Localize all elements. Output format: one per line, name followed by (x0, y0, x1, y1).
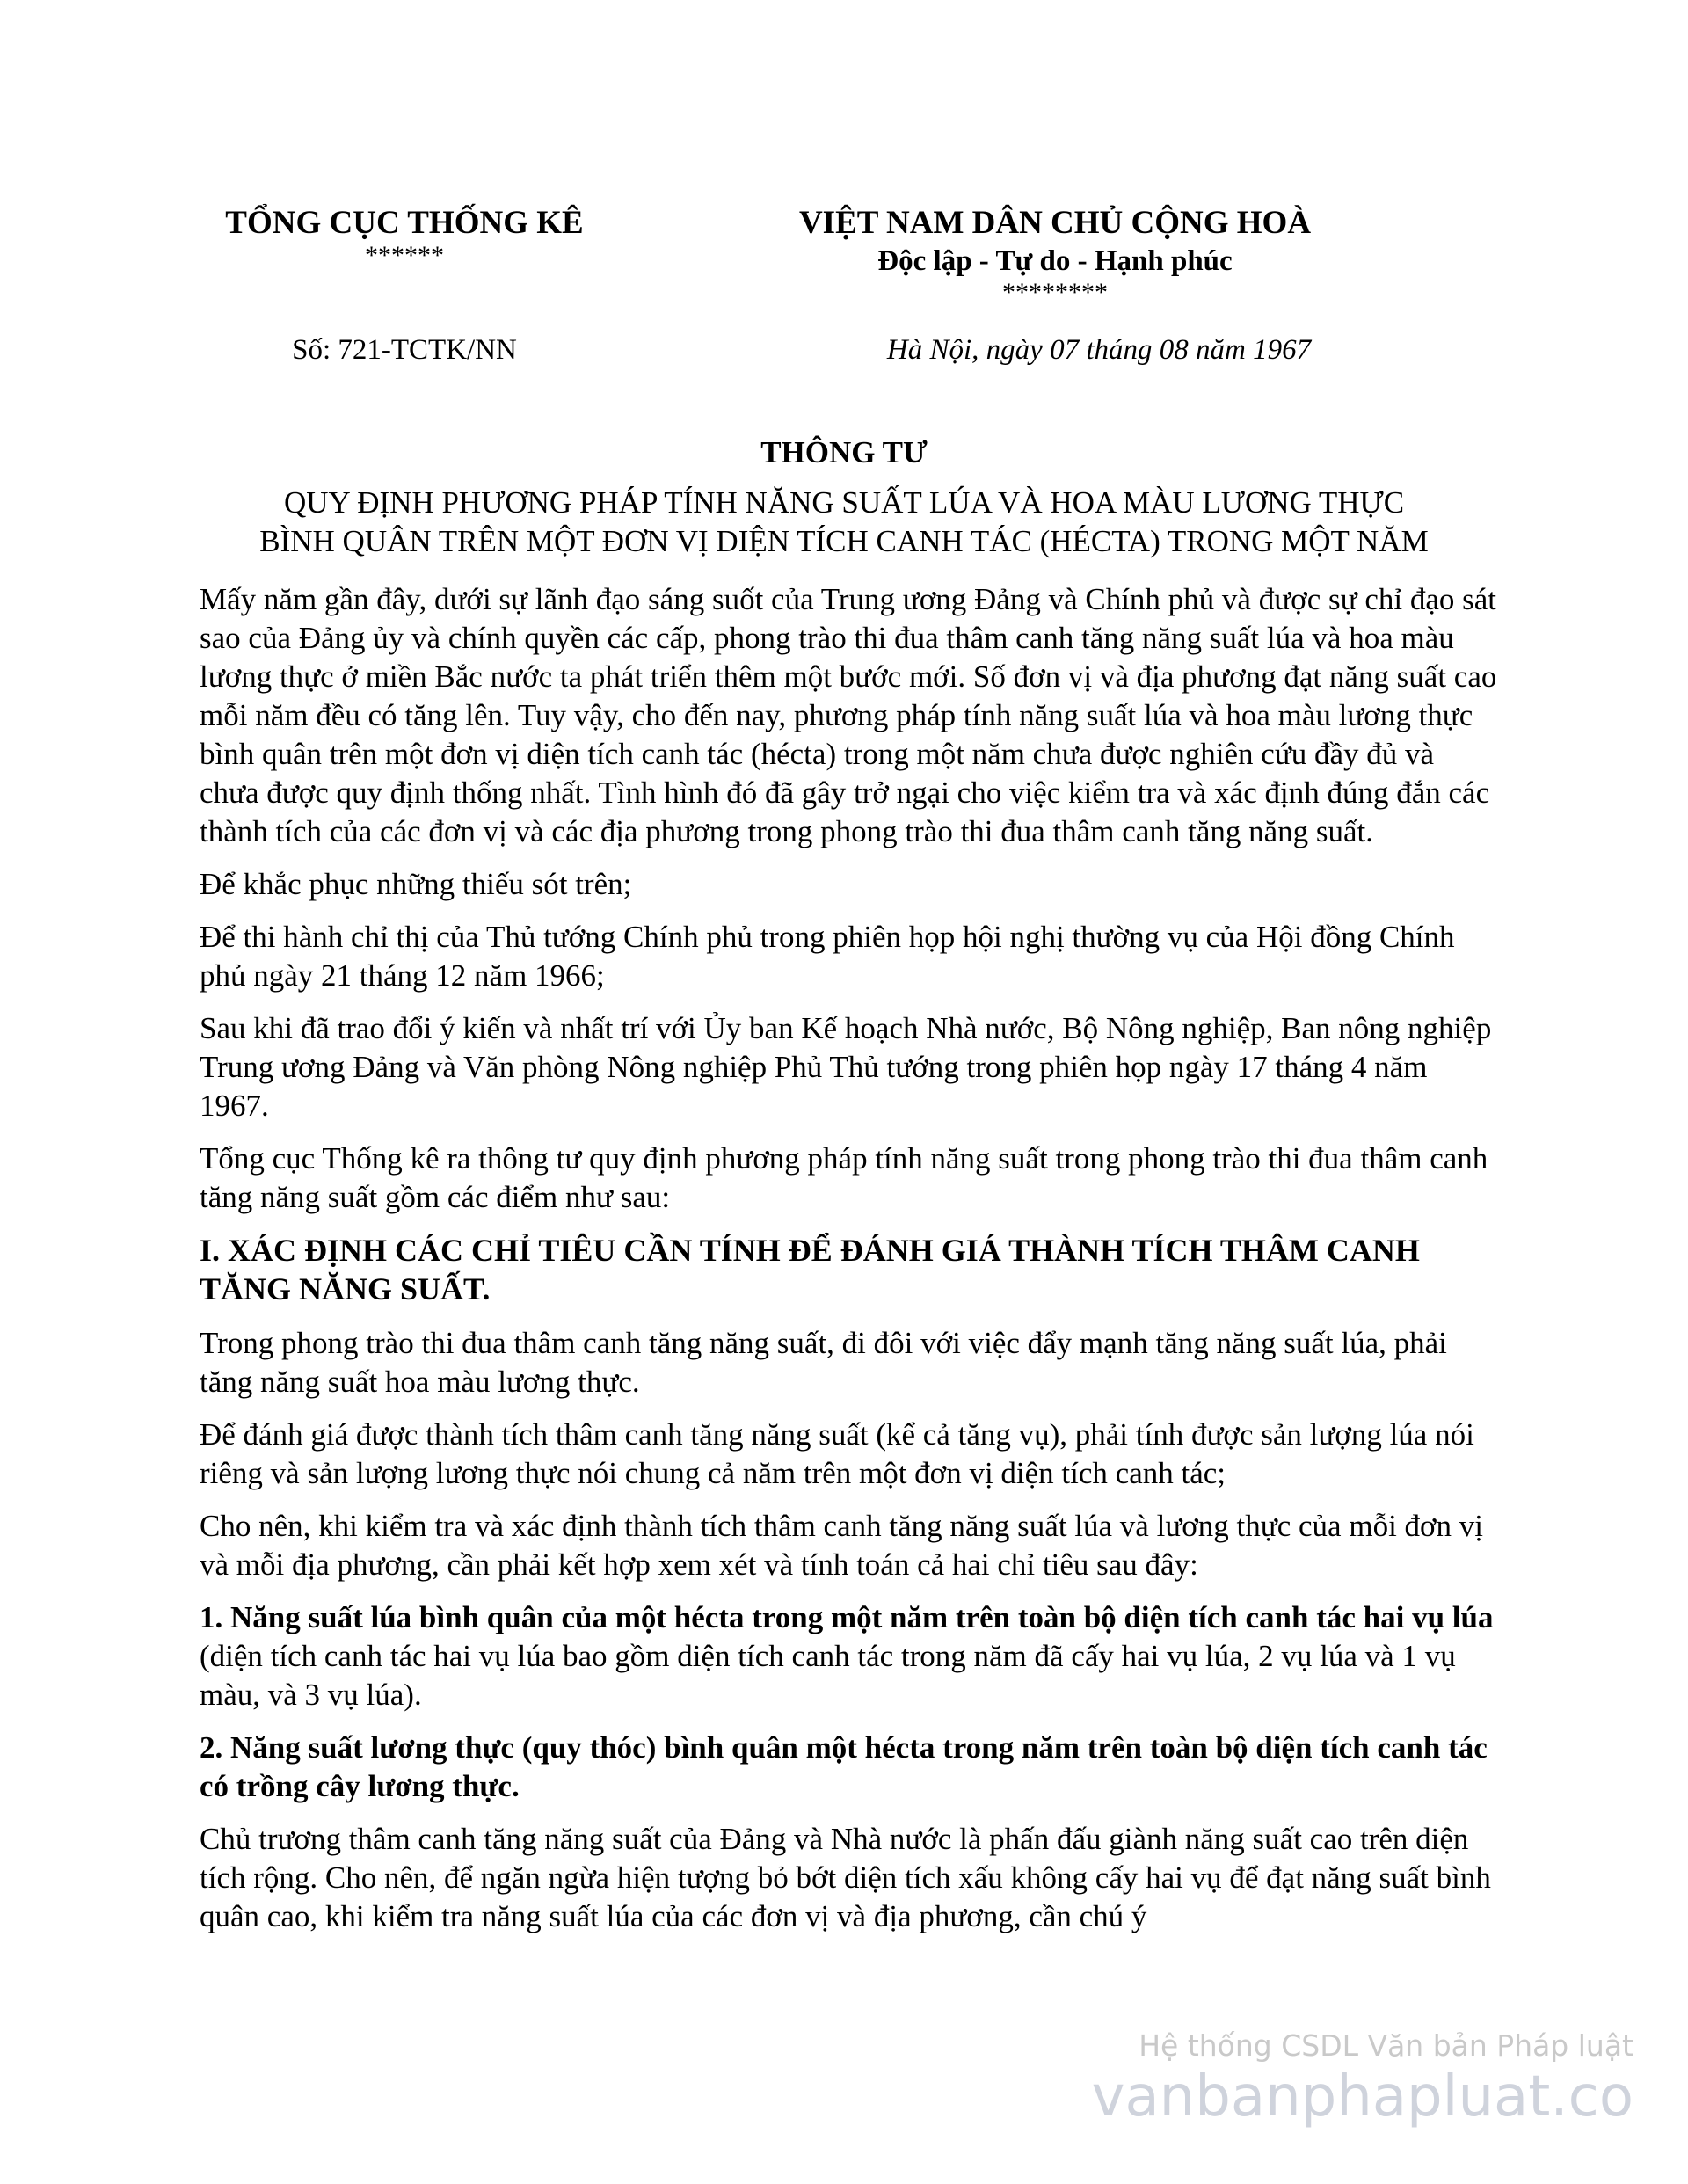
body-paragraph: Để thi hành chỉ thị của Thủ tướng Chính phủ trong phiên họp hội nghị thường vụ của Hội đồng Chính phủ ngày 21 tháng 12 năm 1966; (200, 920, 1455, 993)
motto-stars: ******** (1002, 278, 1108, 307)
body-paragraph: Sau khi đã trao đổi ý kiến và nhất trí với Ủy ban Kế hoạch Nhà nước, Bộ Nông nghiệp, Ban nông nghiệp Trung ương Đảng và Văn phòng Nông nghiệp Phủ Thủ tướng trong phiên họp ngày 17 tháng 4 năm 1967. (200, 1011, 1492, 1123)
item-text: (diện tích canh tác hai vụ lúa bao gồm diện tích canh tác trong năm đã cấy hai vụ lúa, 2 vụ lúa và 1 vụ màu, và 3 vụ lúa). (200, 1639, 1456, 1712)
place-and-date: Hà Nội, ngày 07 tháng 08 năm 1967 (886, 334, 1312, 366)
document-subtitle (202, 484, 1486, 561)
item-title: 1. Năng suất lúa bình quân của một hécta trong một năm trên toàn bộ diện tích canh tác hai vụ lúa (200, 1600, 1494, 1634)
numbered-item (200, 1598, 1501, 1714)
document-type-title: THÔNG TƯ (760, 435, 928, 470)
body-paragraph: Trong phong trào thi đua thâm canh tăng năng suất, đi đôi với việc đẩy mạnh tăng năng suất lúa, phải tăng năng suất hoa màu lương thực. (200, 1326, 1447, 1399)
national-motto: Độc lập - Tự do - Hạnh phúc (877, 245, 1233, 277)
numbered-item: 2. Năng suất lương thực (quy thóc) bình quân một hécta trong năm trên toàn bộ diện tích canh tác có trồng cây lương thực. (200, 1730, 1488, 1803)
watermark-site: vanbanphapluat.co (1091, 2064, 1633, 2129)
document-body (200, 580, 1501, 1950)
country-name: VIỆT NAM DÂN CHỦ CỘNG HOÀ (798, 205, 1312, 241)
body-paragraph: Để đánh giá được thành tích thâm canh tăng năng suất (kể cả tăng vụ), phải tính được sản lượng lúa nói riêng và sản lượng lương thực nói chung cả năm trên một đơn vị diện tích canh tác; (200, 1417, 1474, 1490)
body-paragraph: Chủ trương thâm canh tăng năng suất của Đảng và Nhà nước là phấn đấu giành năng suất cao trên diện tích rộng. Cho nên, để ngăn ngừa hiện tượng bỏ bớt diện tích xấu không cấy hai vụ để đạt năng suất bình quân cao, khi kiểm tra năng suất lúa của các đơn vị và địa phương, cần chú ý (200, 1822, 1491, 1933)
agency-stars: ****** (365, 241, 444, 270)
issuing-agency-block (167, 204, 642, 269)
body-paragraph: Cho nên, khi kiểm tra và xác định thành tích thâm canh tăng năng suất lúa và lương thực của mỗi đơn vị và mỗi địa phương, cần phải kết hợp xem xét và tính toán cả hai chỉ tiêu sau đây: (200, 1509, 1484, 1582)
subtitle-line: BÌNH QUÂN TRÊN MỘT ĐƠN VỊ DIỆN TÍCH CANH TÁC (HÉCTA) TRONG MỘT NĂM (259, 524, 1429, 558)
section-heading: I. XÁC ĐỊNH CÁC CHỈ TIÊU CẦN TÍNH ĐỂ ĐÁNH GIÁ THÀNH TÍCH THÂM CANH TĂNG NĂNG SUẤT. (200, 1233, 1420, 1307)
body-paragraph: Tổng cục Thống kê ra thông tư quy định phương pháp tính năng suất trong phong trào thi đua thâm canh tăng năng suất gồm các điểm như sau: (200, 1141, 1488, 1214)
issuing-agency-name: TỔNG CỤC THỐNG KÊ (225, 205, 584, 241)
document-number: Số: 721-TCTK/NN (292, 334, 517, 366)
body-paragraph: Mấy năm gần đây, dưới sự lãnh đạo sáng suốt của Trung ương Đảng và Chính phủ và được sự chỉ đạo sát sao của Đảng ủy và chính quyền các cấp, phong trào thi đua thâm canh tăng năng suất lúa và hoa màu lương thực ở miền Bắc nước ta phát triển thêm một bước mới. Số đơn vị và địa phương đạt năng suất cao mỗi năm đều có tăng lên. Tuy vậy, cho đến nay, phương pháp tính năng suất lúa và hoa màu lương thực bình quân trên một đơn vị diện tích canh tác (hécta) trong một năm chưa được nghiên cứu đầy đủ và chưa được quy định thống nhất. Tình hình đó đã gây trở ngại cho việc kiểm tra và xác định đúng đắn các thành tích của các đơn vị và các địa phương trong phong trào thi đua thâm canh tăng năng suất. (200, 582, 1497, 848)
subtitle-line: QUY ĐỊNH PHƯƠNG PHÁP TÍNH NĂNG SUẤT LÚA VÀ HOA MÀU LƯƠNG THỰC (283, 485, 1405, 520)
watermark-caption: Hệ thống CSDL Văn bản Pháp luật (1139, 2028, 1633, 2063)
body-paragraph: Để khắc phục những thiếu sót trên; (200, 867, 632, 901)
national-title-block (721, 204, 1389, 306)
